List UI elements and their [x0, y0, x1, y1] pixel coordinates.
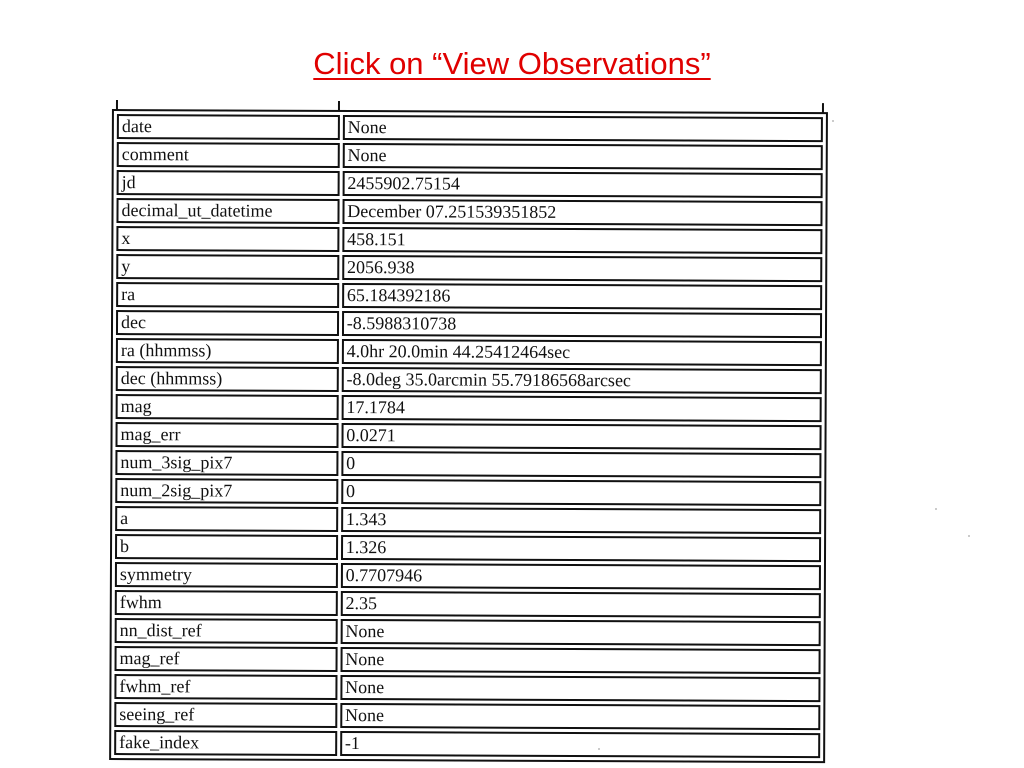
table-row [116, 394, 822, 422]
field-name-cell: fake_index [114, 730, 337, 756]
slide-title: Click on “View Observations” [313, 46, 711, 81]
observation-details-table [109, 109, 828, 763]
field-name-cell: fwhm_ref [114, 674, 337, 700]
field-name-cell: seeing_ref [114, 702, 337, 728]
scan-speck [832, 120, 834, 122]
field-value-cell: 0.7707946 [341, 563, 821, 590]
field-name-cell: b [115, 534, 338, 560]
field-name-cell: dec (hhmmss) [116, 366, 339, 392]
scanned-table-image [109, 100, 828, 768]
field-value-cell: 17.1784 [341, 395, 821, 422]
table-row [115, 562, 821, 590]
field-name-cell: dec [116, 310, 339, 336]
field-value-cell: 2.35 [341, 591, 821, 618]
field-value-cell: 1.326 [341, 535, 821, 562]
field-value-cell: -1 [340, 731, 820, 758]
field-name-cell: decimal_ut_datetime [116, 198, 339, 224]
table-row [115, 618, 821, 646]
table-row [116, 338, 822, 366]
table-row [116, 254, 822, 282]
field-value-cell: -8.0deg 35.0arcmin 55.79186568arcsec [341, 367, 821, 394]
table-row [117, 114, 823, 142]
field-name-cell: x [116, 226, 339, 252]
field-name-cell: nn_dist_ref [115, 618, 338, 644]
field-value-cell: None [340, 675, 820, 702]
table-row [116, 198, 822, 226]
table-row [116, 310, 822, 338]
field-value-cell: 0 [341, 479, 821, 506]
scan-speck [968, 535, 970, 537]
field-value-cell: 1.343 [341, 507, 821, 534]
field-name-cell: a [115, 506, 338, 532]
table-row [115, 534, 821, 562]
field-name-cell: date [117, 114, 340, 140]
field-name-cell: jd [117, 170, 340, 196]
field-value-cell: 0.0271 [341, 423, 821, 450]
table-row [115, 422, 821, 450]
field-value-cell: None [342, 143, 822, 170]
table-row [117, 142, 823, 170]
table-row [115, 590, 821, 618]
field-name-cell: num_2sig_pix7 [115, 478, 338, 504]
field-name-cell: comment [117, 142, 340, 168]
field-name-cell: fwhm [115, 590, 338, 616]
table-row [115, 506, 821, 534]
field-value-cell: None [340, 647, 820, 674]
table-row [115, 646, 821, 674]
field-name-cell: mag_err [115, 422, 338, 448]
scan-speck [935, 508, 937, 510]
field-value-cell: 65.184392186 [342, 283, 822, 310]
field-name-cell: ra [116, 282, 339, 308]
table-row [115, 478, 821, 506]
field-name-cell: num_3sig_pix7 [115, 450, 338, 476]
field-value-cell: 0 [341, 451, 821, 478]
field-name-cell: y [116, 254, 339, 280]
observation-table-body [114, 114, 823, 758]
field-name-cell: mag_ref [115, 646, 338, 672]
table-row [114, 674, 820, 702]
field-name-cell: symmetry [115, 562, 338, 588]
field-value-cell: December 07.251539351852 [342, 199, 822, 226]
field-value-cell: -8.5988310738 [342, 311, 822, 338]
table-row [114, 702, 820, 730]
field-value-cell: 4.0hr 20.0min 44.25412464sec [342, 339, 822, 366]
table-row [114, 730, 820, 758]
table-row [116, 226, 822, 254]
field-value-cell: 458.151 [342, 227, 822, 254]
table-row [116, 282, 822, 310]
scan-speck [598, 748, 600, 750]
field-value-cell: None [340, 703, 820, 730]
field-value-cell: None [343, 115, 823, 142]
table-row [116, 366, 822, 394]
field-value-cell: None [340, 619, 820, 646]
field-value-cell: 2056.938 [342, 255, 822, 282]
table-row [117, 170, 823, 198]
field-name-cell: ra (hhmmss) [116, 338, 339, 364]
field-value-cell: 2455902.75154 [342, 171, 822, 198]
field-name-cell: mag [116, 394, 339, 420]
table-row [115, 450, 821, 478]
